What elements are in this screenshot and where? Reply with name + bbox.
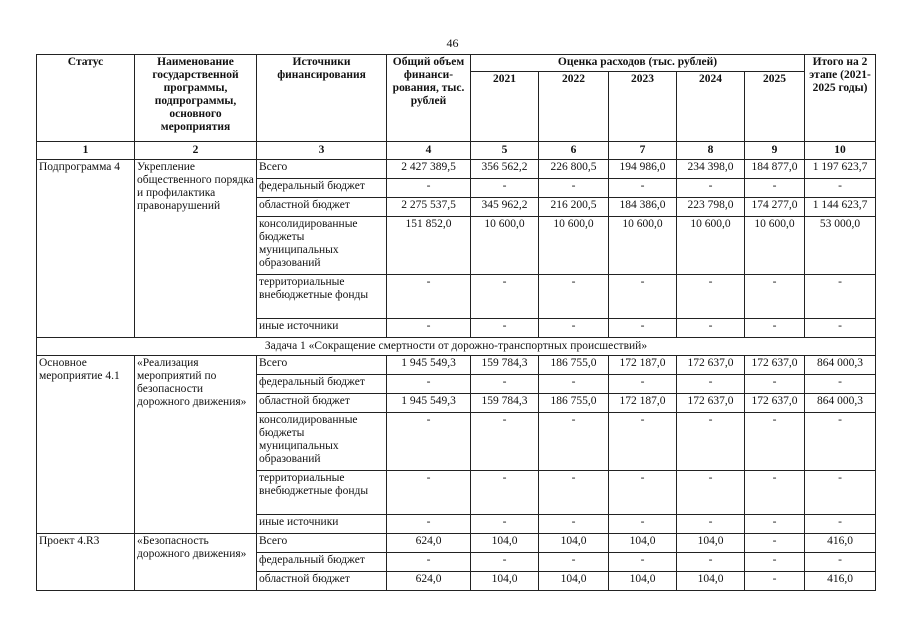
amount-cell: - [745,515,805,534]
funding-source: территориальные внебюджетные фонды [257,275,387,319]
amount-cell: 416,0 [805,534,876,553]
amount-cell: - [677,179,745,198]
amount-cell: 864 000,3 [805,356,876,375]
amount-cell: - [805,471,876,515]
amount-cell: - [609,275,677,319]
amount-cell: 104,0 [471,572,539,591]
amount-cell: 172 187,0 [609,394,677,413]
amount-cell: 345 962,2 [471,198,539,217]
amount-cell: - [805,413,876,471]
amount-cell: 1 945 549,3 [387,356,471,375]
col-number: 5 [471,142,539,160]
amount-cell: - [471,553,539,572]
amount-cell: 186 755,0 [539,394,609,413]
funding-source: консолидированные бюджеты муниципальных образований [257,217,387,275]
header-year: 2023 [609,72,677,142]
amount-cell: 10 600,0 [609,217,677,275]
col-number: 6 [539,142,609,160]
page-number: 46 [446,36,459,50]
amount-cell: 104,0 [539,534,609,553]
row-status: Подпрограмма 4 [37,160,135,338]
amount-cell: - [677,375,745,394]
row-status: Проект 4.R3 [37,534,135,591]
amount-cell: - [471,275,539,319]
funding-source: федеральный бюджет [257,375,387,394]
row-name: Укрепление общественного порядка и профилактика правонарушений [135,160,257,338]
amount-cell: 356 562,2 [471,160,539,179]
amount-cell: 104,0 [609,534,677,553]
amount-cell: 104,0 [539,572,609,591]
amount-cell: - [805,375,876,394]
header-year: 2024 [677,72,745,142]
amount-cell: 194 986,0 [609,160,677,179]
funding-source: иные источники [257,319,387,338]
header-status: Статус [37,55,135,142]
row-status: Основное мероприятие 4.1 [37,356,135,534]
amount-cell: - [677,319,745,338]
amount-cell: - [609,375,677,394]
amount-cell: - [387,471,471,515]
amount-cell: - [471,515,539,534]
amount-cell: - [745,275,805,319]
funding-source: федеральный бюджет [257,553,387,572]
amount-cell: - [471,319,539,338]
task-heading: Задача 1 «Сокращение смертности от дорожно-транспортных происшествий» [37,338,876,356]
amount-cell: - [745,572,805,591]
amount-cell: - [387,375,471,394]
header-year: 2021 [471,72,539,142]
funding-source: областной бюджет [257,572,387,591]
amount-cell: 104,0 [677,572,745,591]
funding-source: областной бюджет [257,198,387,217]
amount-cell: - [387,515,471,534]
amount-cell: 184 877,0 [745,160,805,179]
amount-cell: - [539,179,609,198]
amount-cell: - [539,553,609,572]
col-number: 4 [387,142,471,160]
amount-cell: 159 784,3 [471,394,539,413]
col-number: 7 [609,142,677,160]
amount-cell: 1 144 623,7 [805,198,876,217]
col-number: 3 [257,142,387,160]
amount-cell: 151 852,0 [387,217,471,275]
amount-cell: 172 637,0 [677,356,745,375]
amount-cell: - [805,515,876,534]
funding-source: областной бюджет [257,394,387,413]
col-number: 10 [805,142,876,160]
amount-cell: - [539,375,609,394]
header-name: Наименование государственной программы, подпрограммы, основного мероприятия [135,55,257,142]
funding-source: иные источники [257,515,387,534]
amount-cell: - [745,471,805,515]
amount-cell: - [745,319,805,338]
funding-source: Всего [257,356,387,375]
amount-cell: 216 200,5 [539,198,609,217]
amount-cell: 226 800,5 [539,160,609,179]
amount-cell: 2 275 537,5 [387,198,471,217]
funding-source: консолидированные бюджеты муниципальных образований [257,413,387,471]
row-name: «Реализация мероприятий по безопасности дорожного движения» [135,356,257,534]
header-total-volume: Общий объем финанси-рования, тыс. рублей [387,55,471,142]
amount-cell: - [677,553,745,572]
amount-cell: - [805,553,876,572]
amount-cell: 172 637,0 [677,394,745,413]
budget-table [36,54,876,591]
amount-cell: 1 945 549,3 [387,394,471,413]
amount-cell: - [387,179,471,198]
amount-cell: - [471,375,539,394]
amount-cell: 416,0 [805,572,876,591]
amount-cell: - [539,275,609,319]
amount-cell: - [745,179,805,198]
amount-cell: 186 755,0 [539,356,609,375]
amount-cell: - [805,179,876,198]
amount-cell: - [745,413,805,471]
funding-source: федеральный бюджет [257,179,387,198]
amount-cell: - [539,413,609,471]
amount-cell: - [609,471,677,515]
amount-cell: - [745,375,805,394]
amount-cell: - [609,179,677,198]
amount-cell: - [677,515,745,534]
amount-cell: - [805,319,876,338]
amount-cell: 1 197 623,7 [805,160,876,179]
amount-cell: 10 600,0 [539,217,609,275]
header-year: 2022 [539,72,609,142]
amount-cell: 624,0 [387,572,471,591]
amount-cell: - [387,275,471,319]
amount-cell: - [745,534,805,553]
amount-cell: - [745,553,805,572]
amount-cell: - [387,319,471,338]
amount-cell: - [387,553,471,572]
amount-cell: 2 427 389,5 [387,160,471,179]
amount-cell: 10 600,0 [745,217,805,275]
table-row [37,160,876,179]
amount-cell: - [677,471,745,515]
row-name: «Безопасность дорожного движения» [135,534,257,591]
header-year: 2025 [745,72,805,142]
header-sources: Источники финансирования [257,55,387,142]
amount-cell: 223 798,0 [677,198,745,217]
amount-cell: - [609,553,677,572]
amount-cell: - [539,319,609,338]
amount-cell: 104,0 [471,534,539,553]
amount-cell: - [609,319,677,338]
col-number: 8 [677,142,745,160]
amount-cell: 184 386,0 [609,198,677,217]
amount-cell: 104,0 [677,534,745,553]
amount-cell: - [609,515,677,534]
amount-cell: - [387,413,471,471]
amount-cell: - [539,471,609,515]
amount-cell: - [677,413,745,471]
amount-cell: - [471,413,539,471]
amount-cell: - [609,413,677,471]
amount-cell: 234 398,0 [677,160,745,179]
amount-cell: 174 277,0 [745,198,805,217]
table-row [37,534,876,553]
amount-cell: 864 000,3 [805,394,876,413]
amount-cell: 172 637,0 [745,356,805,375]
table-body [37,160,876,591]
header-stage-total: Итого на 2 этапе (2021-2025 годы) [805,55,876,142]
col-number: 2 [135,142,257,160]
amount-cell: - [539,515,609,534]
amount-cell: 104,0 [609,572,677,591]
table-row [37,356,876,375]
amount-cell: - [677,275,745,319]
header-estimate: Оценка расходов (тыс. рублей) [471,55,805,72]
amount-cell: 624,0 [387,534,471,553]
funding-source: Всего [257,534,387,553]
funding-source: территориальные внебюджетные фонды [257,471,387,515]
amount-cell: 172 637,0 [745,394,805,413]
amount-cell: - [471,179,539,198]
amount-cell: - [471,471,539,515]
col-number: 9 [745,142,805,160]
amount-cell: 10 600,0 [471,217,539,275]
funding-source: Всего [257,160,387,179]
amount-cell: 53 000,0 [805,217,876,275]
amount-cell: - [805,275,876,319]
amount-cell: 159 784,3 [471,356,539,375]
amount-cell: 172 187,0 [609,356,677,375]
col-number: 1 [37,142,135,160]
amount-cell: 10 600,0 [677,217,745,275]
